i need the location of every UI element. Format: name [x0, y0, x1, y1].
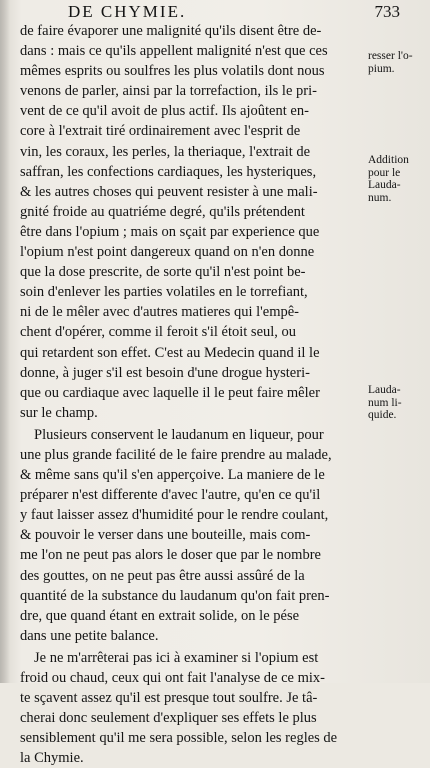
text-line: vin, les coraux, les perles, la theriaque, l'extrait de — [20, 143, 311, 160]
margin-note-line: resser l'o- — [368, 50, 413, 62]
text-line: donne, à juger s'il est besoin d'une drogue hysteri- — [20, 364, 310, 381]
margin-note-torrefaction — [368, 50, 430, 75]
text-line: cherai donc seulement d'expliquer ses effets le plus — [20, 710, 317, 727]
text-line: sur le champ. — [20, 404, 98, 421]
text-line: que la dose prescrite, de sorte qu'il n'est point be- — [20, 264, 306, 281]
text-line: la Chymie. — [20, 750, 84, 767]
margin-note-liquid-laudanum — [368, 384, 430, 422]
page-number: 733 — [374, 2, 400, 21]
text-line: dans : mais ce qu'ils appellent malignité n'est que ces — [20, 43, 328, 60]
text-line: Plusieurs conservent le laudanum en liqueur, pour — [34, 426, 324, 443]
margin-note-line: quide. — [368, 409, 397, 421]
running-title: DE CHYMIE. — [68, 2, 187, 21]
text-line: & les autres choses qui peuvent resister à une mali- — [20, 183, 318, 200]
text-line: ni de le mêler avec d'autres matieres qui l'empê- — [20, 304, 299, 321]
text-line: une plus grande facilité de le faire prendre au malade, — [20, 446, 332, 463]
text-line: préparer n'est differente d'avec l'autre, qu'en ce qu'il — [20, 487, 321, 504]
text-line: & même sans qu'il s'en apperçoive. La maniere de le — [20, 467, 325, 484]
text-line: des gouttes, on ne peut pas être aussi assûré de la — [20, 567, 305, 584]
text-line: dans une petite balance. — [20, 627, 159, 644]
page-gutter-shadow — [0, 0, 10, 683]
margin-note-addition — [368, 154, 430, 204]
page-header — [40, 2, 418, 22]
text-line: que ou cardiaque avec laquelle il le peut faire mêler — [20, 384, 320, 401]
text-line: chent d'opérer, comme il feroit s'il étoit seul, ou — [20, 324, 297, 341]
text-line: y faut laisser assez d'humidité pour le rendre coulant, — [20, 507, 329, 524]
text-line: me l'on ne peut pas alors le doser que par le nombre — [20, 547, 321, 564]
text-line: être dans l'opium ; mais on sçait par experience que — [20, 223, 320, 240]
text-line: mêmes esprits ou soulfres les plus volatils dont nous — [20, 63, 325, 80]
text-line: dre, que quand étant en extrait solide, on le pése — [20, 607, 300, 624]
margin-note-line: Lauda- — [368, 384, 401, 396]
margin-note-line: num. — [368, 191, 392, 204]
text-line: soin d'enlever les parties volatiles en le torrefiant, — [20, 284, 308, 301]
text-line: gnité froide au quatriéme degré, qu'ils prétendent — [20, 203, 305, 220]
text-line: quantité de la substance du laudanum qu'on fait pren- — [20, 587, 330, 604]
margin-note-line: num li- — [368, 396, 402, 409]
margin-note-line: Addition — [368, 154, 409, 166]
text-line: core à l'extrait tiré ordinairement avec l'esprit de — [20, 123, 301, 140]
text-line: te sçavent assez qu'il est presque tout soulfre. Je tâ- — [20, 690, 318, 707]
text-line: sensiblement qu'il me sera possible, selon les regles de — [20, 730, 338, 747]
text-line: qui retardent son effet. C'est au Medecin quand il le — [20, 344, 320, 361]
text-line: & pouvoir le verser dans une bouteille, mais com- — [20, 527, 311, 544]
text-line: vent de ce qu'il avoit de plus actif. Ils ajoûtent en- — [20, 103, 309, 120]
text-line: Je ne m'arrêterai pas ici à examiner si l'opium est — [34, 649, 319, 666]
text-line: venons de parler, ainsi par la torrefaction, ils le pri- — [20, 83, 317, 100]
margin-note-line: Lauda- — [368, 179, 401, 191]
text-line: froid ou chaud, ceux qui ont fait l'analyse de ce mix- — [20, 670, 325, 686]
text-line: de faire évaporer une malignité qu'ils disent être de- — [20, 23, 322, 39]
margin-note-line: pium. — [368, 62, 395, 75]
margin-note-line: pour le — [368, 166, 401, 179]
text-line: saffran, les confections cardiaques, les hysteriques, — [20, 163, 317, 180]
main-text-column — [20, 21, 366, 768]
text-line: l'opium n'est point dangereux quand on n'en donne — [20, 244, 315, 261]
